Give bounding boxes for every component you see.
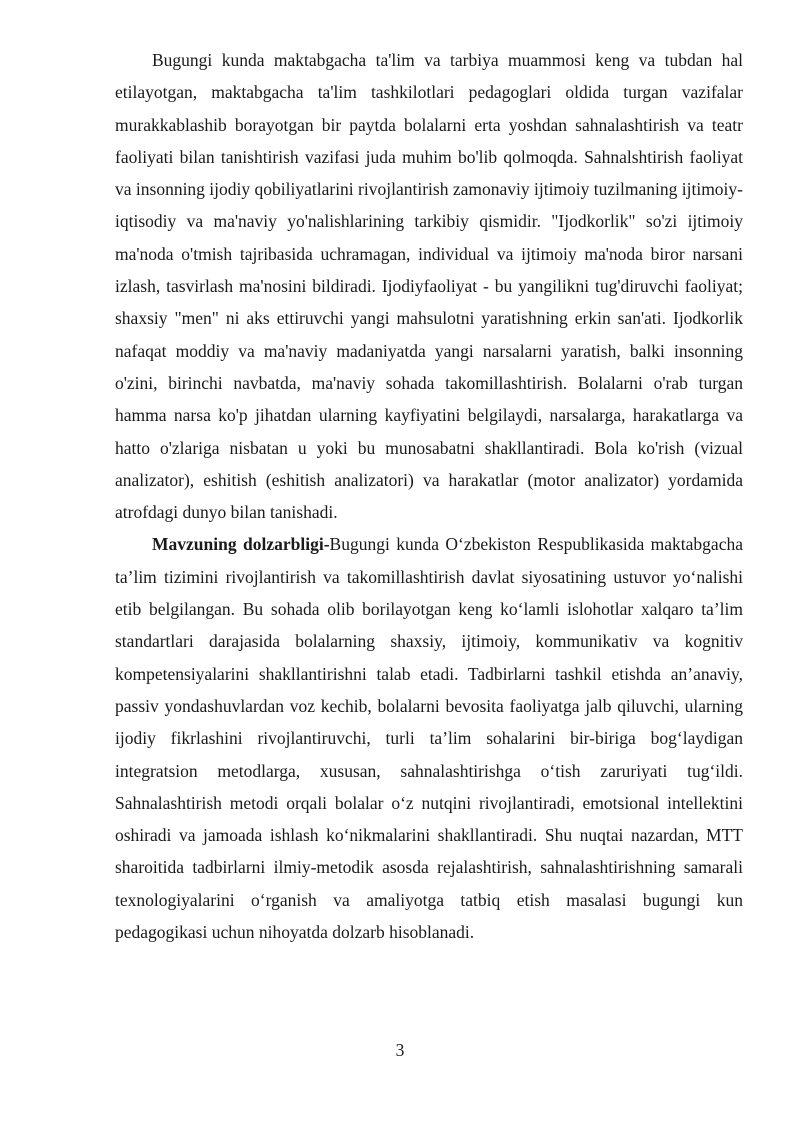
document-page <box>115 44 743 948</box>
paragraph-relevance-heading: Mavzuning dolzarbligi- <box>152 534 330 555</box>
page-number: 3 <box>395 1040 405 1060</box>
paragraph-intro-text: Bugungi kunda maktabgacha ta'lim va tarbiya muammosi keng va tubdan hal etilayotgan, maktabgacha ta'lim tashkilotlari pedagoglari oldida turgan vazifalar murakkablashib borayotgan bir paytda bolalarni erta yoshdan sahnalashtirish va teatr faoliyati bilan tanishtirish vazifasi juda muhim bo'lib qolmoqda. Sahnalshtirish faoliyat va insonning ijodiy qobiliyatlarini rivojlantirish zamonaviy ijtimoiy tuzilmaning ijtimoiy-iqtisodiy va ma'naviy yo'nalishlarining tarkibiy qismidir. "Ijodkorlik" so'zi ijtimoiy ma'noda o'tmish tajribasida uchramagan, individual va ijtimoiy ma'noda biror narsani izlash, tasvirlash ma'nosini bildiradi. Ijodiyfaoliyat - bu yangilikni tug'diruvchi faoliyat; shaxsiy "men" ni aks ettiruvchi yangi mahsulotni yaratishning erkin san'ati. Ijodkorlik nafaqat moddiy va ma'naviy madaniyatda yangi narsalarni yaratish, balki insonning o'zini, birinchi navbatda, ma'naviy sohada takomillashtirish. Bolalarni o'rab turgan hamma narsa ko'p jihatdan ularning kayfiyatini belgilaydi, narsalarga, harakatlarga va hatto o'zlariga nisbatan u yoki bu munosabatni shakllantiradi. Bola ko'rish (vizual analizator), eshitish (eshitish analizatori) va harakatlar (motor analizator) yordamida atrofdagi dunyo bilan tanishadi. <box>115 50 743 523</box>
paragraph-relevance <box>115 528 743 948</box>
paragraph-relevance-text: Bugungi kunda O‘zbekiston Respublikasida maktabgacha ta’lim tizimini rivojlantirish va takomillashtirish davlat siyosatining ustuvor yo‘nalishi etib belgilangan. Bu sohada olib borilayotgan keng ko‘lamli islohotlar xalqaro ta’lim standartlari darajasida bolalarning shaxsiy, ijtimoiy, kommunikativ va kognitiv kompetensiyalarini shakllantirishni talab etadi. Tadbirlarni tashkil etishda an’anaviy, passiv yondashuvlardan voz kechib, bolalarni bevosita faoliyatga jalb qiluvchi, ularning ijodiy fikrlashini rivojlantiruvchi, turli ta’lim sohalarini bir-biriga bog‘laydigan integratsion metodlarga, xususan, sahnalashtirishga o‘tish zaruriyati tug‘ildi. Sahnalashtirish metodi orqali bolalar o‘z nutqini rivojlantiradi, emotsional intellektini oshiradi va jamoada ishlash ko‘nikmalarini shakllantiradi. Shu nuqtai nazardan, MTT sharoitida tadbirlarni ilmiy-metodik asosda rejalashtirish, sahnalashtirishning samarali texnologiyalarini o‘rganish va amaliyotga tatbiq etish masalasi bugungi kun pedagogikasi uchun nihoyatda dolzarb hisoblanadi. <box>115 534 743 943</box>
paragraph-intro <box>115 44 743 528</box>
